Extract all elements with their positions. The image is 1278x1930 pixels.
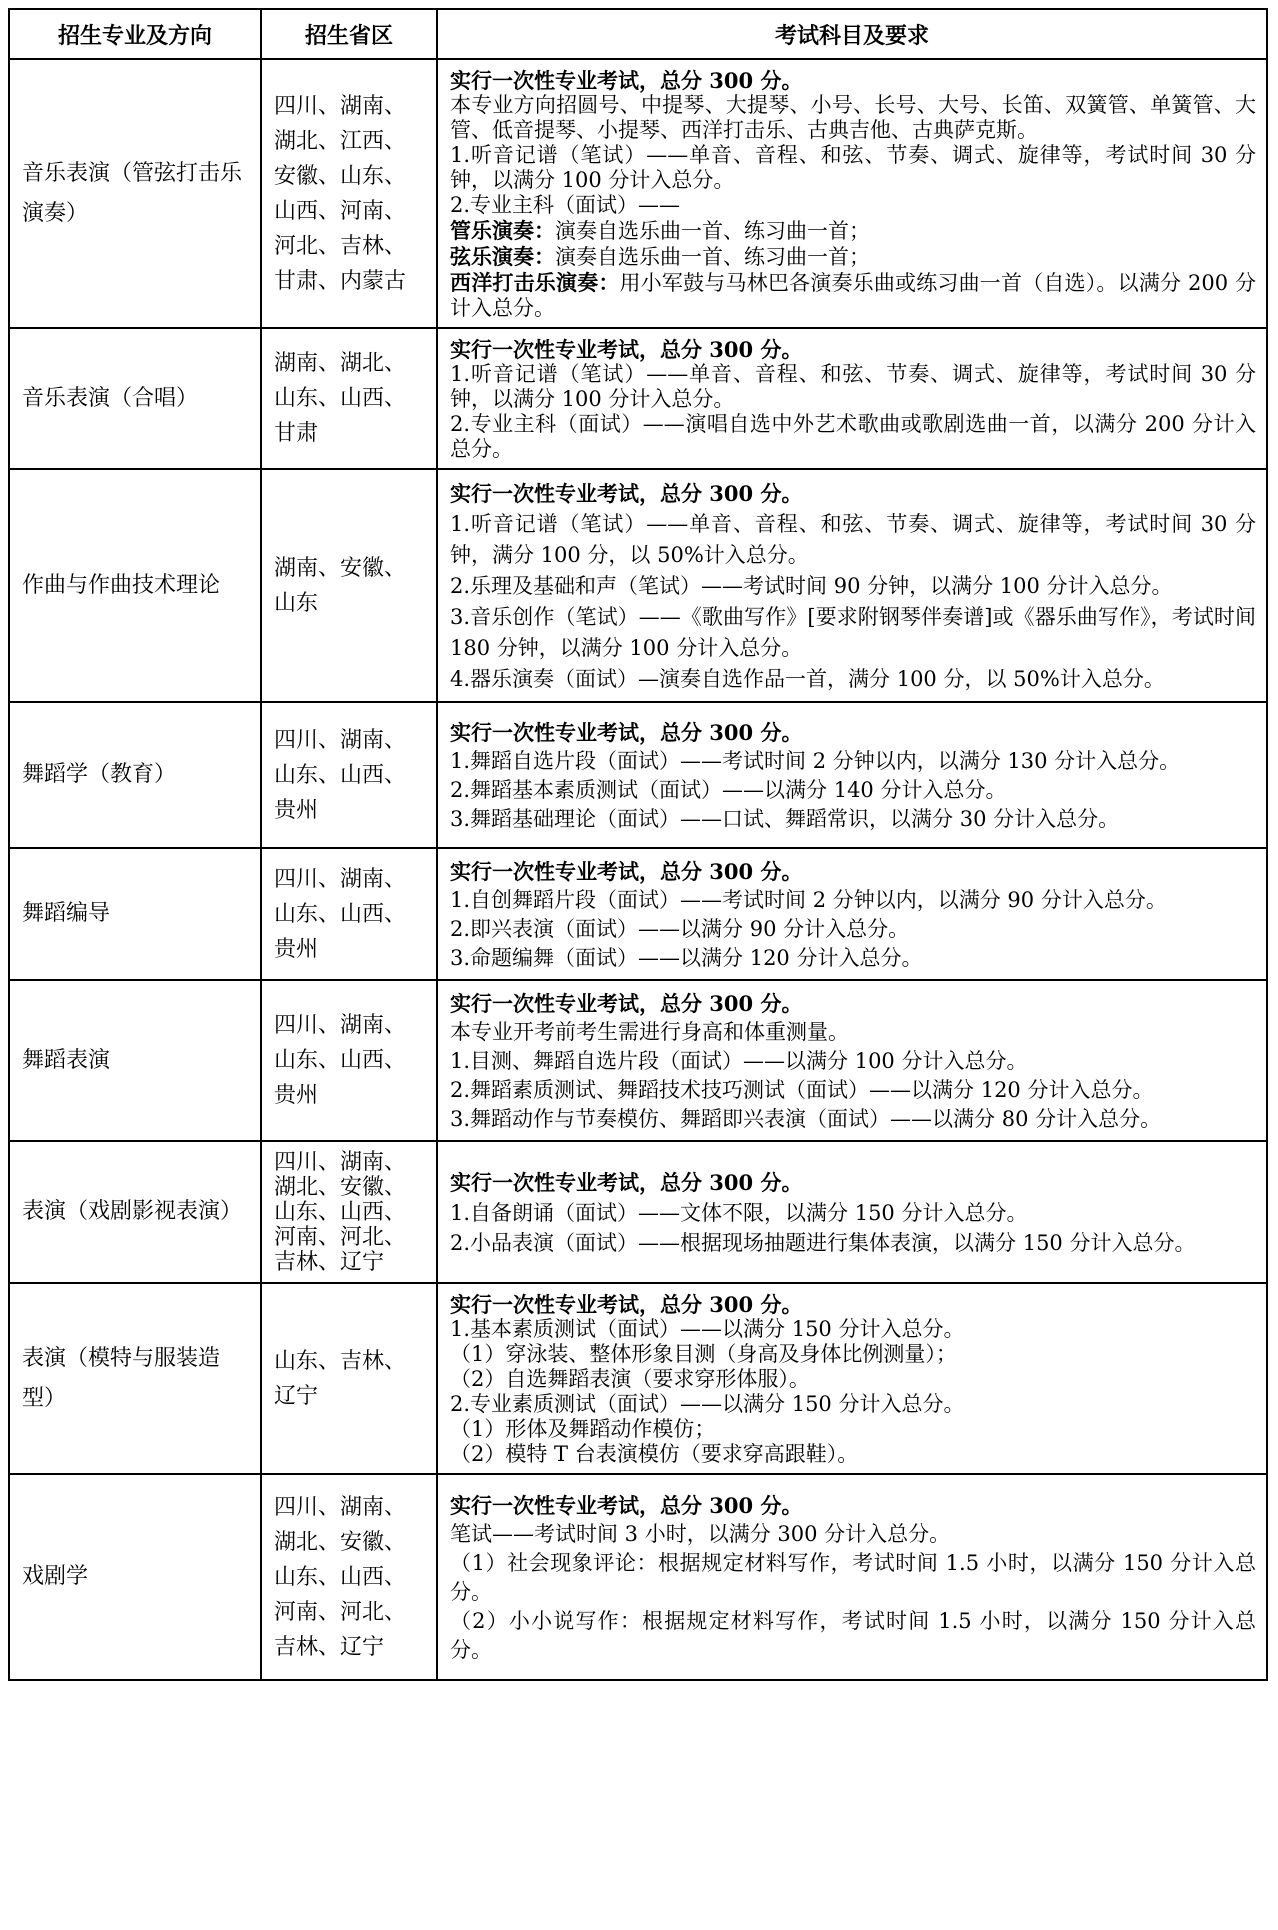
requirement-line: 实行一次性专业考试，总分 300 分。 [450, 720, 803, 745]
major-cell: 舞蹈表演 [9, 980, 261, 1141]
province-line: 山东、山西、 [274, 901, 407, 927]
requirements-cell [437, 702, 1267, 848]
provinces-cell [261, 1474, 437, 1680]
requirement-line: 2.舞蹈素质测试、舞蹈技术技巧测试（面试）——以满分 120 分计入总分。 [450, 1078, 1154, 1102]
requirement-line: 实行一次性专业考试，总分 300 分。 [450, 68, 803, 93]
provinces-cell [261, 980, 437, 1141]
requirements-cell [437, 1474, 1267, 1680]
province-line: 山西、河南、 [274, 198, 407, 224]
province-line: 安徽、山东、 [274, 163, 407, 189]
requirement-line: 实行一次性专业考试，总分 300 分。 [450, 991, 803, 1016]
requirement-line: （1）穿泳装、整体形象目测（身高及身体比例测量）； [450, 1342, 957, 1366]
province-line: 山东、山西、 [274, 1564, 407, 1590]
province-line: 辽宁 [274, 1383, 319, 1409]
requirement-line: （1）社会现象评论：根据规定材料写作，考试时间 1.5 小时，以满分 150 分计入总分。 [450, 1551, 1256, 1604]
province-line: 湖南、安徽、 [274, 555, 407, 581]
requirement-line: 实行一次性专业考试，总分 300 分。 [450, 337, 803, 362]
requirement-line: 1.自创舞蹈片段（面试）——考试时间 2 分钟以内，以满分 90 分计入总分。 [450, 888, 1167, 912]
provinces-cell [261, 1283, 437, 1474]
province-line: 河南、河北、 [274, 1599, 407, 1625]
provinces-cell [261, 469, 437, 702]
major-cell: 音乐表演（管弦打击乐演奏） [9, 59, 261, 328]
requirement-line: 1.自备朗诵（面试）——文体不限，以满分 150 分计入总分。 [450, 1201, 1028, 1225]
table-row [9, 848, 1267, 980]
province-line: 四川、湖南、 [274, 1494, 407, 1520]
requirement-line: 3.舞蹈基础理论（面试）——口试、舞蹈常识，以满分 30 分计入总分。 [450, 807, 1120, 831]
province-line: 贵州 [274, 1083, 319, 1108]
requirement-line: 1.听音记谱（笔试）——单音、音程、和弦、节奏、调式、旋律等，考试时间 30 分钟，以满分 100 分计入总分。 [450, 362, 1256, 411]
requirement-line: （2）小小说写作：根据规定材料写作，考试时间 1.5 小时，以满分 150 分计入总分。 [450, 1609, 1256, 1662]
requirement-line: 本专业方向招圆号、中提琴、大提琴、小号、长号、大号、长笛、双簧管、单簧管、大管、低音提琴、小提琴、西洋打击乐、古典吉他、古典萨克斯。 [450, 93, 1256, 142]
province-line: 河北、吉林、 [274, 233, 407, 259]
requirement-line: 2.专业主科（面试）—— [450, 193, 681, 217]
requirement-text: 演奏自选乐曲一首、练习曲一首； [555, 245, 870, 269]
requirement-line: （1）形体及舞蹈动作模仿； [450, 1417, 716, 1441]
requirement-line: 2.舞蹈基本素质测试（面试）——以满分 140 分计入总分。 [450, 778, 1007, 802]
major-cell: 作曲与作曲技术理论 [9, 469, 261, 702]
provinces-cell [261, 848, 437, 980]
requirement-line: 本专业开考前考生需进行身高和体重测量。 [450, 1020, 849, 1044]
province-line: 四川、湖南、 [274, 866, 407, 892]
major-cell: 音乐表演（合唱） [9, 328, 261, 469]
requirement-line: 1.听音记谱（笔试）——单音、音程、和弦、节奏、调式、旋律等，考试时间 30 分钟，满分 100 分，以 50%计入总分。 [450, 512, 1256, 567]
requirement-text: 用小军鼓与马林巴各演奏乐曲或练习曲一首（自选）。以满分 200 分计入总分。 [450, 271, 1256, 320]
province-line: 山东、山西、 [274, 762, 407, 788]
province-line: 湖北、安徽、 [274, 1174, 407, 1200]
requirement-line: （2）模特 T 台表演模仿（要求穿高跟鞋）。 [450, 1442, 859, 1466]
requirement-line: 实行一次性专业考试，总分 300 分。 [450, 1493, 803, 1518]
requirements-cell [437, 1141, 1267, 1283]
header-provinces: 招生省区 [261, 9, 437, 59]
province-line: 四川、湖南、 [274, 1013, 407, 1038]
requirement-line: 2.乐理及基础和声（笔试）——考试时间 90 分钟，以满分 100 分计入总分。 [450, 574, 1173, 598]
province-line: 甘肃 [274, 421, 319, 446]
requirement-text: 演奏自选乐曲一首、练习曲一首； [555, 219, 870, 243]
province-line: 吉林、辽宁 [274, 1249, 385, 1275]
province-line: 山东 [274, 590, 319, 616]
table-row [9, 980, 1267, 1141]
requirement-line: 实行一次性专业考试，总分 300 分。 [450, 481, 803, 506]
table-row [9, 702, 1267, 848]
requirement-line: 3.舞蹈动作与节奏模仿、舞蹈即兴表演（面试）——以满分 80 分计入总分。 [450, 1107, 1162, 1131]
requirement-heading: 弦乐演奏： [450, 244, 555, 269]
requirement-heading: 管乐演奏： [450, 218, 555, 243]
header-requirements: 考试科目及要求 [437, 9, 1267, 59]
province-line: 湖南、湖北、 [274, 351, 407, 376]
provinces-cell [261, 702, 437, 848]
requirement-line: 1.舞蹈自选片段（面试）——考试时间 2 分钟以内，以满分 130 分计入总分。 [450, 749, 1181, 773]
requirement-line: 2.小品表演（面试）——根据现场抽题进行集体表演，以满分 150 分计入总分。 [450, 1231, 1196, 1255]
province-line: 河南、河北、 [274, 1224, 407, 1250]
requirement-line: 1.基本素质测试（面试）——以满分 150 分计入总分。 [450, 1317, 965, 1341]
province-line: 贵州 [274, 797, 319, 823]
requirement-line: 2.专业主科（面试）——演唱自选中外艺术歌曲或歌剧选曲一首，以满分 200 分计入总分。 [450, 412, 1256, 461]
requirement-heading: 西洋打击乐演奏： [450, 270, 620, 295]
requirement-line: 1.目测、舞蹈自选片段（面试）——以满分 100 分计入总分。 [450, 1049, 1028, 1073]
requirements-cell [437, 59, 1267, 328]
requirements-cell [437, 980, 1267, 1141]
major-cell: 舞蹈学（教育） [9, 702, 261, 848]
requirement-line: 3.音乐创作（笔试）——《歌曲写作》[要求附钢琴伴奏谱]或《器乐曲写作》，考试时间 180 分钟，以满分 100 分计入总分。 [450, 605, 1256, 660]
table-row [9, 1283, 1267, 1474]
province-line: 四川、湖南、 [274, 1149, 407, 1175]
province-line: 山东、山西、 [274, 386, 407, 411]
table-header-row [9, 9, 1267, 59]
table-row [9, 328, 1267, 469]
requirement-line: 2.专业素质测试（面试）——以满分 150 分计入总分。 [450, 1392, 965, 1416]
major-cell: 表演（模特与服装造型） [9, 1283, 261, 1474]
requirement-line: 实行一次性专业考试，总分 300 分。 [450, 1170, 803, 1195]
province-line: 山东、吉林、 [274, 1348, 407, 1374]
requirement-line: 笔试——考试时间 3 小时，以满分 300 分计入总分。 [450, 1522, 951, 1546]
requirement-line [450, 270, 1256, 321]
table-row [9, 469, 1267, 702]
table-row [9, 1474, 1267, 1680]
provinces-cell [261, 328, 437, 469]
requirement-line [450, 218, 1256, 244]
requirement-line [450, 244, 1256, 270]
province-line: 湖北、安徽、 [274, 1529, 407, 1555]
admission-exam-table [8, 8, 1268, 1681]
province-line: 山东、山西、 [274, 1048, 407, 1073]
province-line: 吉林、辽宁 [274, 1634, 385, 1660]
major-cell: 表演（戏剧影视表演） [9, 1141, 261, 1283]
province-line: 四川、湖南、 [274, 727, 407, 753]
table-row [9, 1141, 1267, 1283]
requirement-line: 实行一次性专业考试，总分 300 分。 [450, 859, 803, 884]
province-line: 山东、山西、 [274, 1199, 407, 1225]
requirements-cell [437, 328, 1267, 469]
requirement-line: 实行一次性专业考试，总分 300 分。 [450, 1292, 803, 1317]
provinces-cell [261, 59, 437, 328]
header-major: 招生专业及方向 [9, 9, 261, 59]
provinces-cell [261, 1141, 437, 1283]
province-line: 贵州 [274, 936, 319, 962]
requirement-line: 4.器乐演奏（面试）—演奏自选作品一首，满分 100 分，以 50%计入总分。 [450, 667, 1165, 691]
province-line: 甘肃、内蒙古 [274, 268, 407, 294]
table-row [9, 59, 1267, 328]
major-cell: 戏剧学 [9, 1474, 261, 1680]
requirement-line: （2）自选舞蹈表演（要求穿形体服）。 [450, 1367, 810, 1391]
province-line: 四川、湖南、 [274, 93, 407, 119]
requirements-cell [437, 1283, 1267, 1474]
requirement-line: 1.听音记谱（笔试）——单音、音程、和弦、节奏、调式、旋律等，考试时间 30 分钟，以满分 100 分计入总分。 [450, 143, 1256, 192]
requirements-cell [437, 469, 1267, 702]
province-line: 湖北、江西、 [274, 128, 407, 154]
requirement-line: 2.即兴表演（面试）——以满分 90 分计入总分。 [450, 917, 910, 941]
major-cell: 舞蹈编导 [9, 848, 261, 980]
requirement-line: 3.命题编舞（面试）——以满分 120 分计入总分。 [450, 946, 923, 970]
requirements-cell [437, 848, 1267, 980]
